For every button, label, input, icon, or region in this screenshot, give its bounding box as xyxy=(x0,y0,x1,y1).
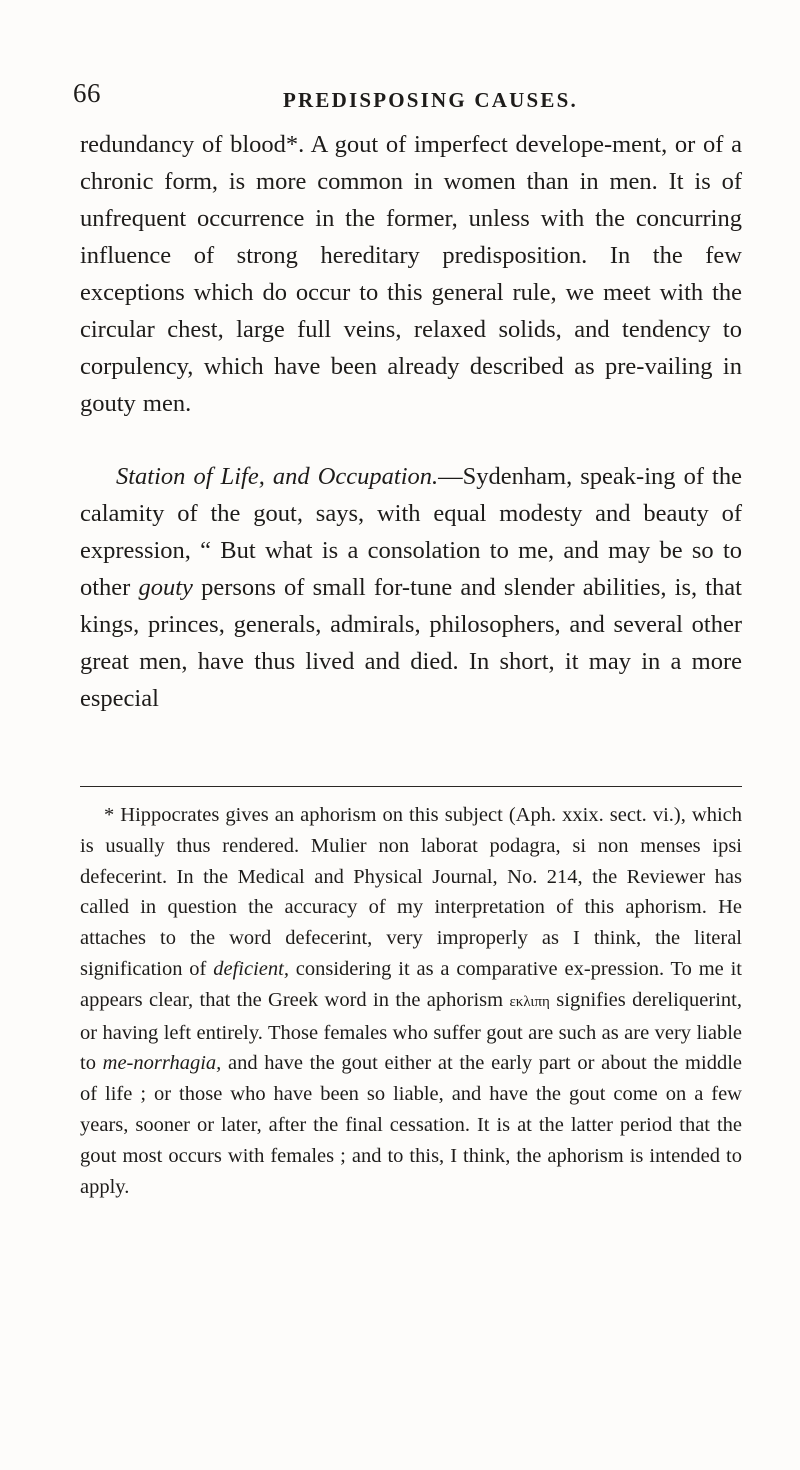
section-heading: Station of Life, and Occupation. xyxy=(116,463,439,490)
footnote-text: considering it as a comparative ex-pression. To me it appears clear, that the Greek word in the aphorism xyxy=(80,957,742,1011)
page-header xyxy=(0,78,800,118)
footnote-text: signifies dereliquerint, or having left entirely. Those females who suffer gout are such as are very liable to xyxy=(80,988,742,1075)
footnote-paragraph xyxy=(80,800,742,1202)
paragraph-station-of-life xyxy=(80,458,742,717)
footnote-divider xyxy=(80,786,742,787)
italic-word: gouty xyxy=(138,574,193,601)
paragraph-text: —Sydenham, speak-ing of the calamity of the gout, says, with equal modesty and beauty of expression, “ But what is a consolation to me, and may be so to other xyxy=(80,463,742,601)
running-title: PREDISPOSING CAUSES. xyxy=(283,88,578,112)
main-text xyxy=(80,126,742,717)
greek-word: εκλιπη xyxy=(509,993,550,1010)
page-number: 66 xyxy=(73,78,101,108)
footnote-text: and have the gout either at the early part or about the middle of life ; or those who have been so liable, and have the gout come on a few years, sooner or later, after the final cessation. It is at the latter period that the gout most occurs with females ; and to this, I think, the aphorism is intended to apply. xyxy=(80,1052,742,1198)
italic-word: deficient, xyxy=(213,957,289,980)
italic-word: me-norrhagia, xyxy=(102,1052,222,1075)
paragraph-text: redundancy of blood*. A gout of imperfect develope-ment, or of a chronic form, is more common in women than in men. It is of unfrequent occurrence in the former, unless with the concurring influence of strong hereditary predisposition. In the few exceptions which do occur to this general rule, we meet with the circular chest, large full veins, relaxed solids, and tendency to corpulency, which have been already described as pre-vailing in gouty men. xyxy=(80,131,742,417)
paragraph-text: persons of small for-tune and slender abilities, is, that kings, princes, generals, admirals, philosophers, and several other great men, have thus lived and died. In short, it may in a more especial xyxy=(80,574,742,712)
paragraph-continued xyxy=(80,126,742,422)
footnote-text: * Hippocrates gives an aphorism on this subject (Aph. xxix. sect. vi.), which is usually thus rendered. Mulier non laborat podagra, si non menses ipsi defecerint. In the Medical and Physical Journal, No. 214, the Reviewer has called in question the accuracy of my interpretation of this aphorism. He attaches to the word defecerint, very improperly as I think, the literal signification of xyxy=(80,804,742,980)
footnote xyxy=(80,800,742,1202)
